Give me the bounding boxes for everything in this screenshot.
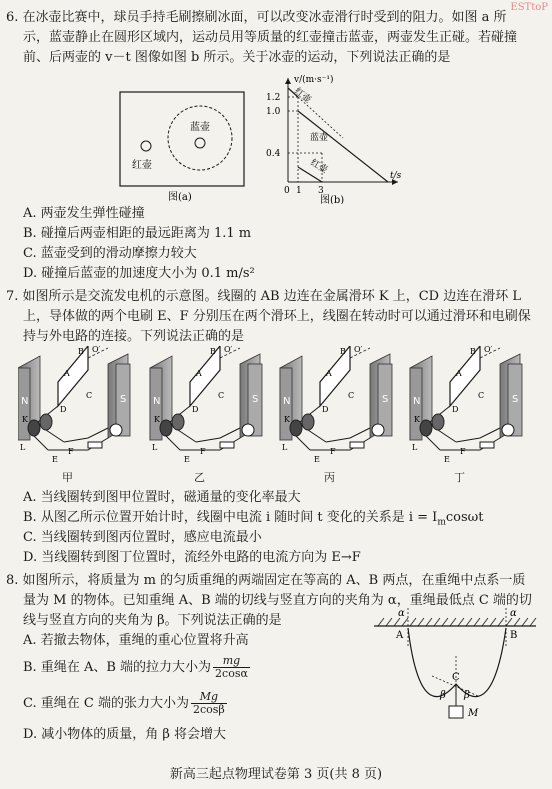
q6-option-b[interactable]: B. 碰撞后两壶相距的最远距离为 1.1 m: [23, 226, 252, 241]
q6-stem-line3: 前、后两壶的 v－t 图像如图 b 所示。关于冰壶的运动，下列说法正确的是: [23, 50, 451, 65]
q7-option-d[interactable]: D. 当线圈转到图丁位置时，流经外电路的电流方向为 E→F: [23, 550, 361, 565]
q6-stem-line2: 示，蓝壶静止在圆形区域内，运动员用等质量的红壶撞击蓝壶，两壶发生正碰。若碰撞: [23, 30, 518, 45]
vt-ytick-1.2: 1.2: [266, 93, 281, 103]
q6-option-c[interactable]: C. 蓝壶受到的滑动摩擦力较大: [23, 246, 197, 261]
mass-m-label: M: [468, 708, 479, 719]
vt-xtick-0: 0: [284, 186, 290, 196]
beta-left-label: β: [440, 690, 446, 701]
q6-option-d[interactable]: D. 碰撞后蓝壶的加速度大小为 0.1 m/s²: [23, 266, 255, 281]
q8-option-c[interactable]: C. 重绳在 C 端的张力大小为 $\frac{Mg}{2\cos\beta}$: [23, 690, 225, 716]
svg-text:O′: O′: [92, 346, 101, 354]
q7-stem-line2: 上，导体做的两个电刷 E、F 分别压在两个滑环上，线圈在转动时可以通过滑环和电刷保: [23, 309, 531, 324]
q8-option-a[interactable]: A. 若撤去物体，重绳的重心位置将升高: [23, 633, 249, 648]
q8-option-d[interactable]: D. 减小物体的质量，角 β 将会增大: [23, 727, 227, 742]
vt-xtick-1: 1: [296, 186, 302, 196]
red-curling-label: 红壶: [132, 160, 152, 171]
svg-text:F: F: [68, 447, 74, 456]
q7-option-c[interactable]: C. 当线圈转到图丙位置时，感应电流最小: [23, 530, 262, 545]
figure-b-caption: 图(b): [320, 195, 345, 204]
q7-option-b[interactable]: B. 从图乙所示位置开始计时，线圈中电流 i 随时间 t 变化的关系是 $i = I_m\cos\omega t$: [23, 510, 484, 528]
q8-option-b[interactable]: B. 重绳在 A、B 端的拉力大小为 $\frac{mg}{2\cos\alpha}$: [23, 654, 248, 680]
fig-label-ding: 丁: [454, 471, 465, 484]
corner-stamp: ESTtoP: [510, 2, 548, 13]
svg-text:S: S: [120, 394, 127, 405]
q7-stem-line3: 持与外电路的连接。下列说法正确的是: [23, 329, 245, 344]
q6-option-a[interactable]: A. 两壶发生弹性碰撞: [23, 206, 145, 221]
beta-right-label: β: [464, 690, 470, 701]
svg-text:C: C: [86, 391, 93, 400]
generator-unit: [18, 346, 130, 464]
vt-red-label-2: 红壶: [308, 157, 330, 176]
svg-text:N: N: [21, 396, 29, 407]
fig-label-jia: 甲: [62, 471, 73, 484]
svg-text:L: L: [20, 443, 26, 452]
alpha-left-label: α: [398, 608, 405, 619]
vt-ylabel: v/(m·s⁻¹): [294, 75, 334, 85]
q8-stem-line3: 线与竖直方向的夹角为 β。下列说法正确的是: [23, 613, 282, 628]
figure-a-caption: 图(a): [168, 192, 192, 202]
point-a-label: A: [396, 630, 404, 641]
svg-text:E: E: [52, 455, 58, 464]
vt-xtick-3: 3: [318, 186, 324, 196]
q7-stem-line1: 7. 如图所示是交流发电机的示意图。线圈的 AB 边连在金属滑环 K 上，CD 边连在滑环 L: [6, 289, 521, 304]
point-b-label: B: [510, 630, 518, 641]
vt-graph: [258, 72, 408, 204]
point-c-label: C: [452, 672, 460, 683]
svg-text:K: K: [22, 415, 28, 424]
fig-label-bing: 丙: [324, 471, 335, 484]
page-footer: 新高三起点物理试卷第 3 页(共 8 页): [169, 767, 383, 782]
generator-figures: [18, 346, 538, 468]
q8-stem-line1: 8. 如图所示，将质量为 m 的匀质重绳的两端固定在等高的 A、B 两点，在重绳中点系一质: [6, 573, 526, 588]
q8-b-fraction: $\frac{mg}{2\cos\alpha}$: [215, 654, 248, 680]
svg-text:A: A: [64, 369, 70, 378]
blue-curling-label: 蓝壶: [190, 122, 210, 133]
vt-xlabel: t/s: [390, 171, 402, 181]
svg-text:D: D: [60, 405, 67, 414]
vt-ytick-0.4: 0.4: [266, 149, 281, 159]
alpha-right-label: α: [510, 608, 517, 619]
vt-blue-label: 蓝壶: [310, 133, 329, 143]
curling-area-diagram: [118, 90, 248, 202]
q8-c-fraction: $\frac{Mg}{2\cos\beta}$: [192, 690, 225, 716]
rope-diagram: [370, 606, 540, 730]
q6-stem-line1: 6. 在冰壶比赛中，球员手持毛刷擦刷冰面，可以改变冰壶滑行时受到的阻力。如图 a 所: [6, 10, 507, 25]
q7-option-a[interactable]: A. 当线圈转到图甲位置时，磁通量的变化率最大: [23, 490, 301, 505]
fig-label-yi: 乙: [194, 471, 205, 484]
q8-stem-line2: 量为 M 的物体。已知重绳 A、B 端的切线与竖直方向的夹角为 α，重绳最低点 C 端的切: [23, 593, 532, 608]
vt-ytick-1.0: 1.0: [266, 107, 281, 117]
vt-red-label-1: 红壶: [292, 86, 313, 106]
svg-text:B: B: [78, 347, 84, 356]
